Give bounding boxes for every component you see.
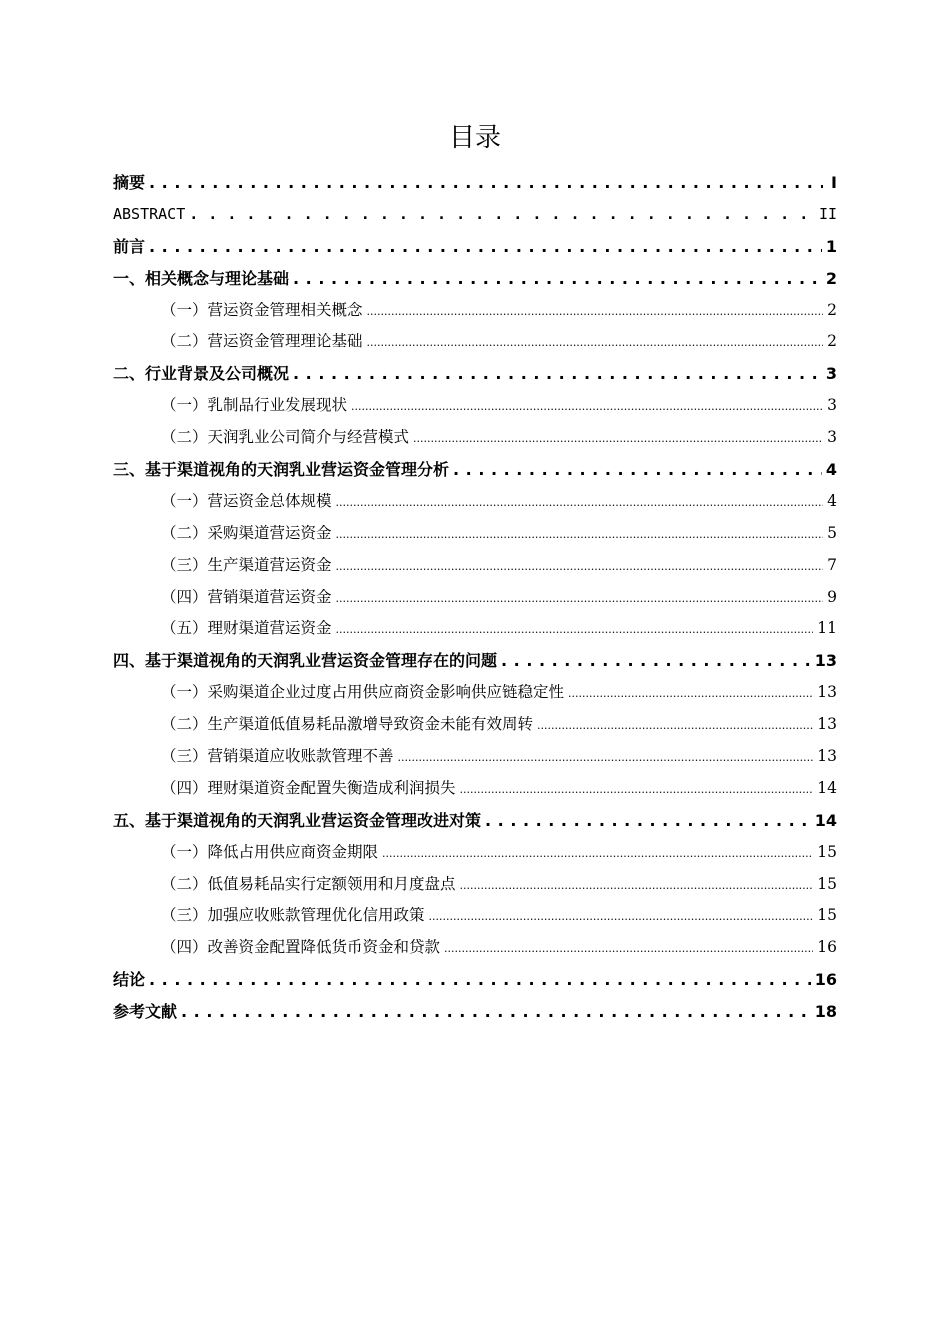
toc-entry-number: 二、 — [113, 364, 146, 384]
dot-leader — [485, 805, 811, 837]
toc-entry-section-1-1[interactable] — [113, 295, 837, 327]
toc-entry-section-5-3[interactable] — [113, 900, 837, 932]
toc-entry-text: 参考文献 — [113, 1002, 178, 1022]
toc-entry-text: （二）生产渠道低值易耗品激增导致资金未能有效周转 — [161, 715, 534, 734]
toc-entry-conclusion[interactable] — [113, 964, 837, 996]
toc-entry-section-5-1[interactable] — [113, 837, 837, 869]
toc-entry-section-4-2[interactable] — [113, 709, 837, 741]
toc-entry-text: （五）理财渠道营运资金 — [161, 619, 332, 638]
toc-entry-text: （二）天润乳业公司简介与经营模式 — [161, 428, 410, 447]
dot-leader — [293, 358, 822, 390]
dot-leader — [293, 263, 822, 295]
toc-entry-text: 基于渠道视角的天润乳业营运资金管理分析 — [145, 460, 450, 480]
dot-leader — [398, 741, 814, 774]
toc-entry-page: 16 — [817, 938, 837, 957]
dot-leader — [453, 454, 822, 486]
toc-entry-text: ABSTRACT — [113, 204, 186, 223]
dot-leader — [181, 996, 811, 1028]
toc-entry-page: 3 — [825, 364, 837, 384]
toc-entry-page: 2 — [827, 332, 837, 351]
dot-leader — [501, 645, 811, 677]
toc-entry-text: （一）营运资金总体规模 — [161, 491, 332, 510]
toc-entry-number: 三、 — [113, 460, 146, 480]
toc-entry-page: 11 — [817, 619, 837, 638]
toc-entry-page: 13 — [817, 715, 837, 734]
toc-entry-page: 4 — [825, 460, 837, 480]
toc-entry-section-1-2[interactable] — [113, 326, 837, 358]
toc-entry-page: 14 — [814, 810, 837, 830]
toc-entry-page: 4 — [827, 491, 837, 510]
toc-entry-page: 16 — [814, 970, 837, 990]
toc-entry-section-3-2[interactable] — [113, 518, 837, 550]
toc-entry-section-3-4[interactable] — [113, 582, 837, 614]
toc-entry-section-3-5[interactable] — [113, 613, 837, 645]
toc-entry-text: （三）生产渠道营运资金 — [161, 555, 332, 574]
toc-entry-section-5-4[interactable] — [113, 932, 837, 964]
toc-entry-page: 9 — [827, 587, 837, 606]
toc-entry-page: 14 — [817, 778, 837, 797]
toc-entry-text: 摘要 — [113, 173, 146, 192]
toc-entry-text: （二）采购渠道营运资金 — [161, 523, 332, 542]
toc-entry-text: 行业背景及公司概况 — [145, 364, 290, 384]
dot-leader — [568, 677, 813, 710]
dot-leader — [537, 709, 813, 742]
toc-entry-page: 1 — [825, 236, 837, 256]
toc-entry-page: 2 — [827, 300, 837, 319]
toc-entry-chapter-1[interactable] — [113, 263, 837, 295]
dot-leader — [351, 390, 823, 423]
dot-leader — [336, 582, 823, 615]
toc-entry-page: 5 — [827, 523, 837, 542]
dot-leader — [336, 518, 823, 551]
dot-leader — [413, 422, 823, 455]
dot-leader — [460, 869, 814, 902]
toc-entry-references[interactable] — [113, 996, 837, 1028]
toc-entry-section-3-3[interactable] — [113, 550, 837, 582]
toc-entry-text: （二）低值易耗品实行定额领用和月度盘点 — [161, 874, 456, 893]
toc-entry-section-5-2[interactable] — [113, 869, 837, 901]
toc-entry-number: 五、 — [113, 810, 146, 830]
dot-leader — [460, 773, 814, 806]
toc-entry-section-2-2[interactable] — [113, 422, 837, 454]
dot-leader — [149, 964, 811, 996]
dot-leader — [444, 932, 813, 965]
dot-leader — [189, 199, 815, 231]
toc-entry-page: 13 — [817, 747, 837, 766]
toc-entry-text: （四）营销渠道营运资金 — [161, 587, 332, 606]
toc-entry-text: 基于渠道视角的天润乳业营运资金管理存在的问题 — [145, 651, 498, 671]
toc-entry-page: 15 — [817, 874, 837, 893]
toc-entry-text: （一）采购渠道企业过度占用供应商资金影响供应链稳定性 — [161, 683, 565, 702]
toc-entry-number: 一、 — [113, 268, 146, 288]
toc-entry-text: 前言 — [113, 236, 146, 256]
toc-entry-text: 结论 — [113, 970, 146, 990]
toc-entry-text: （四）改善资金配置降低货币资金和贷款 — [161, 938, 441, 957]
toc-title: 目录 — [448, 123, 501, 153]
toc-entry-abstract-cn[interactable] — [113, 167, 837, 199]
dot-leader — [336, 550, 823, 583]
toc-entry-section-3-1[interactable] — [113, 486, 837, 518]
toc-entry-text: （一）营运资金管理相关概念 — [161, 300, 363, 319]
toc-entry-page: 3 — [827, 428, 837, 447]
toc-entry-chapter-3[interactable] — [113, 454, 837, 486]
dot-leader — [429, 900, 814, 933]
toc-entry-text: （三）加强应收账款管理优化信用政策 — [161, 906, 425, 925]
toc-entry-page: II — [818, 204, 837, 223]
dot-leader — [336, 613, 814, 646]
toc-entry-section-4-4[interactable] — [113, 773, 837, 805]
toc-entry-section-4-3[interactable] — [113, 741, 837, 773]
toc-entry-text: 基于渠道视角的天润乳业营运资金管理改进对策 — [145, 810, 482, 830]
dot-leader — [149, 231, 822, 263]
dot-leader — [367, 326, 823, 359]
toc-entry-chapter-4[interactable] — [113, 645, 837, 677]
toc-entry-number: 四、 — [113, 651, 146, 671]
dot-leader — [367, 295, 823, 328]
toc-entry-page: 15 — [817, 842, 837, 861]
toc-entry-page: 3 — [827, 396, 837, 415]
dot-leader — [149, 167, 823, 199]
toc-entry-page: 2 — [825, 268, 837, 288]
toc-entry-text: （三）营销渠道应收账款管理不善 — [161, 747, 394, 766]
toc-entry-page: 15 — [817, 906, 837, 925]
toc-entry-page: 7 — [827, 555, 837, 574]
dot-leader — [382, 837, 813, 870]
toc-entry-text: （二）营运资金管理理论基础 — [161, 332, 363, 351]
toc-entry-chapter-2[interactable] — [113, 358, 837, 390]
table-of-contents — [113, 167, 837, 1028]
toc-entry-text: 相关概念与理论基础 — [145, 268, 290, 288]
toc-entry-section-4-1[interactable] — [113, 677, 837, 709]
toc-entry-chapter-5[interactable] — [113, 805, 837, 837]
toc-entry-page: 18 — [814, 1002, 837, 1022]
toc-entry-text: （一）乳制品行业发展现状 — [161, 396, 348, 415]
toc-entry-preface[interactable] — [113, 231, 837, 263]
toc-entry-page: 13 — [814, 651, 837, 671]
toc-entry-section-2-1[interactable] — [113, 390, 837, 422]
toc-entry-page: 13 — [817, 683, 837, 702]
toc-entry-abstract-en[interactable] — [113, 199, 837, 231]
toc-entry-text: （四）理财渠道资金配置失衡造成利润损失 — [161, 778, 456, 797]
toc-entry-text: （一）降低占用供应商资金期限 — [161, 842, 379, 861]
toc-entry-page: I — [831, 173, 837, 192]
dot-leader — [336, 486, 823, 519]
